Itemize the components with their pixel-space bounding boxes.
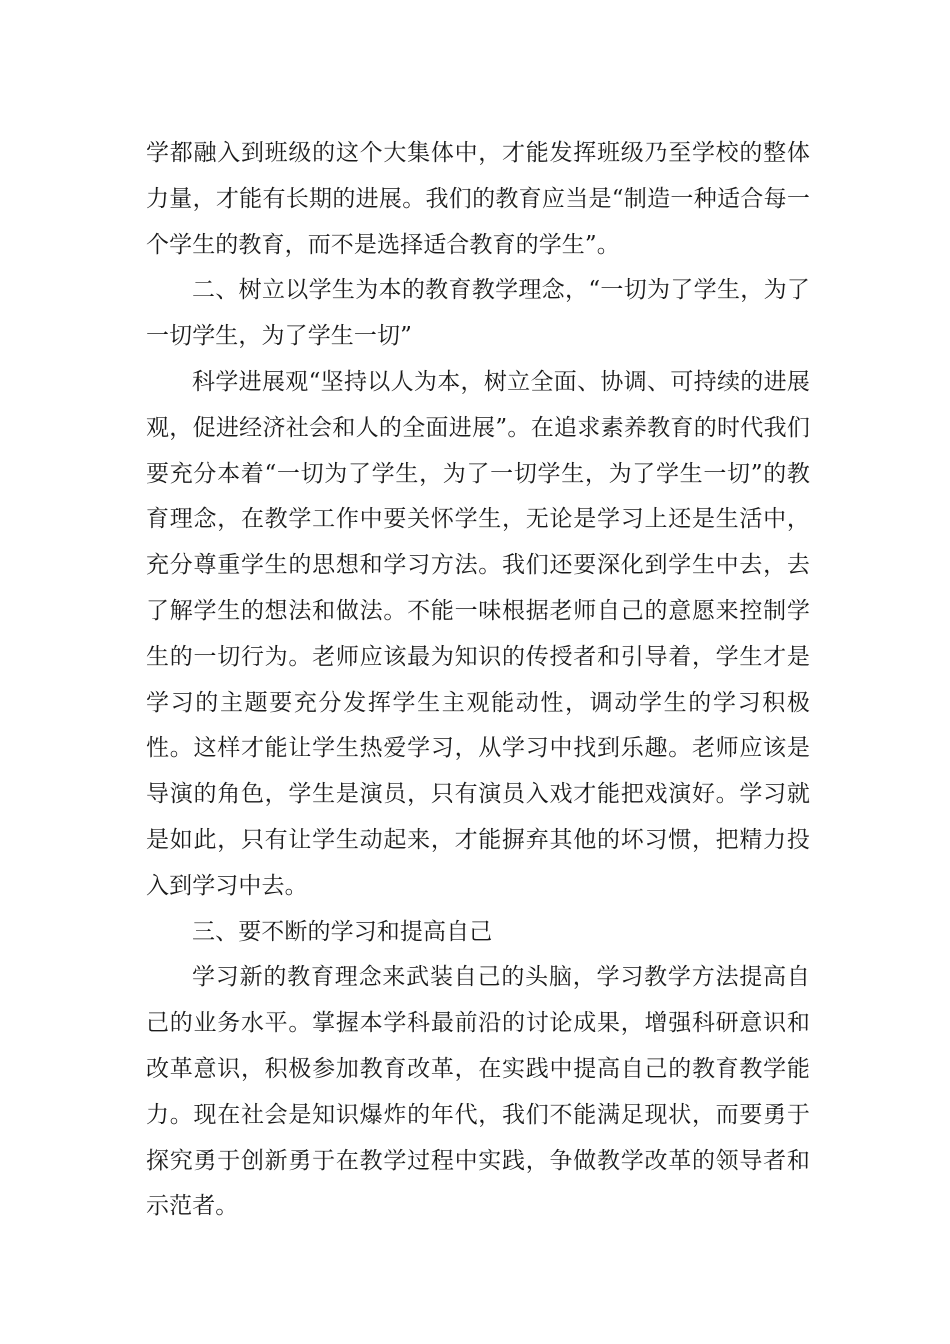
paragraph-body-3: 学习新的教育理念来武装自己的头脑，学习教学方法提高自己的业务水平。掌握本学科最前沿的讨论成果，增强科研意识和改革意识，积极参加教育改革，在实践中提高自己的教育教学能力。现在社会是知识爆炸的年代，我们不能满足现状，而要勇于探究勇于创新勇于在教学过程中实践，争做教学改革的领导者和示范者。: [146, 964, 810, 1220]
section-heading-2: 二、树立以学生为本的教育教学理念，“一切为了学生，为了一切学生，为了学生一切”: [146, 277, 810, 350]
paragraph-continuation: 学都融入到班级的这个大集体中，才能发挥班级乃至学校的整体力量，才能有长期的进展。我们的教育应当是“制造一种适合每一个学生的教育，而不是选择适合教育的学生”。: [146, 140, 810, 258]
document-body: [146, 131, 810, 1230]
paragraph-body-2: 科学进展观“坚持以人为本，树立全面、协调、可持续的进展观，促进经济社会和人的全面进展”。在追求素养教育的时代我们要充分本着“一切为了学生，为了一切学生，为了学生一切”的教育理念，在教学工作中要关怀学生，无论是学习上还是生活中，充分尊重学生的思想和学习方法。我们还要深化到学生中去，去了解学生的想法和做法。不能一味根据老师自己的意愿来控制学生的一切行为。老师应该最为知识的传授者和引导着，学生才是学习的主题要充分发挥学生主观能动性，调动学生的学习积极性。这样才能让学生热爱学习，从学习中找到乐趣。老师应该是导演的角色，学生是演员，只有演员入戏才能把戏演好。学习就是如此，只有让学生动起来，才能摒弃其他的坏习惯，把精力投入到学习中去。: [146, 368, 810, 899]
section-heading-3: 三、要不断的学习和提高自己: [192, 918, 493, 945]
